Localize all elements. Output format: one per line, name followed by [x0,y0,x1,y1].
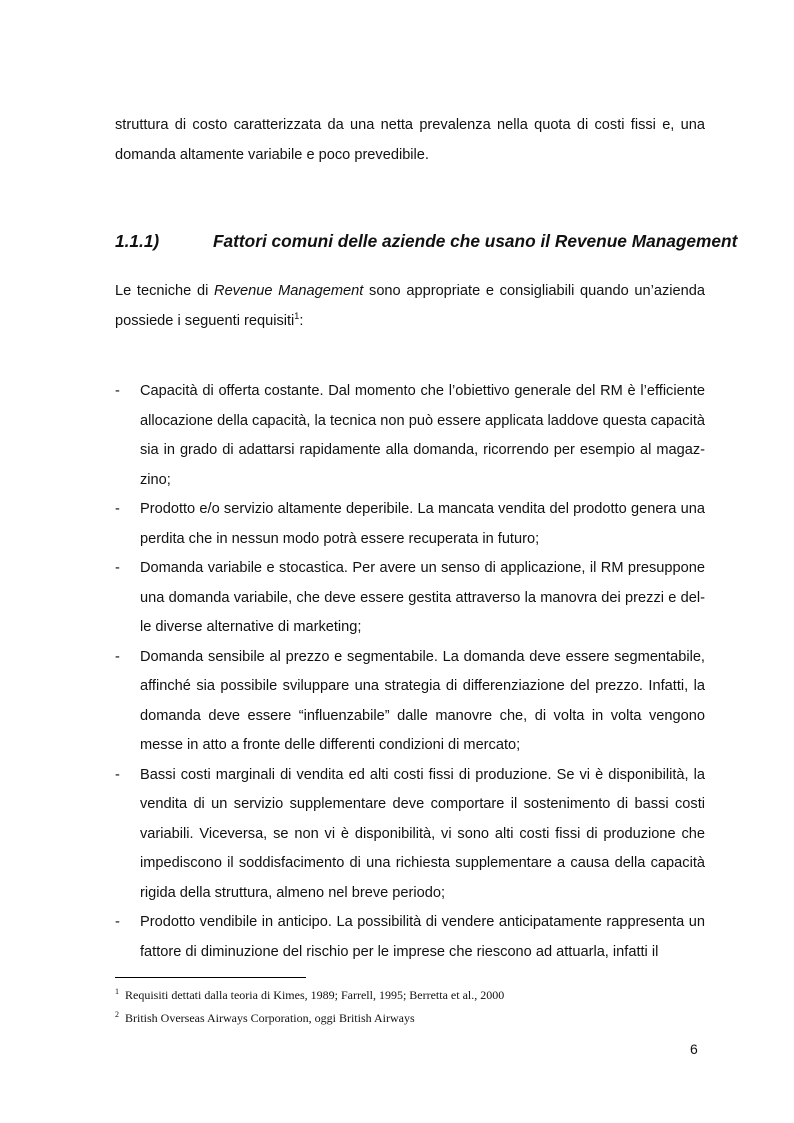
list-item-text: Prodotto e/o servizio altamente deperibile. La mancata vendita del prodotto genera una perdita che in nessun modo potrà essere recuperata in futuro; [140,501,705,547]
footnote-reference: 1 [294,310,300,321]
list-dash: - [115,560,120,576]
lead-text-start: Le tecniche di [115,283,215,299]
list-item [115,554,705,643]
footnote-text: British Overseas Airways Corporation, oggi British Airways [125,1011,415,1025]
list-item-text: Bassi costi marginali di vendita ed alti costi fissi di produzione. Se vi è disponibilità, la vendita di un servizio supplementare deve comportare il sostenimento di bassi costi variabili. Viceversa, se non vi è disponibilità, vi sono alti costi fissi di produzione che impediscono il soddisfacimento di una richiesta supplementare a causa della capacità rigida della struttura, almeno nel breve periodo; [140,766,705,901]
intro-paragraph: struttura di costo caratterizzata da una netta prevalenza nella quota di costi fissi e, una domanda altamente variabile e poco prevedibile. [115,117,705,163]
footnote-mark: 2 [115,1010,119,1019]
footnote-text: Requisiti dettati dalla teoria di Kimes, 1989; Farrell, 1995; Berretta et al., 2000 [125,988,505,1002]
lead-italic-term: Revenue Management [214,283,364,299]
list-item-text: Prodotto vendibile in anticipo. La possibilità di vendere anticipatamente rappresenta un fattore di diminuzione del rischio per le imprese che riescono ad attuarla, infatti il [140,914,705,960]
list-dash: - [115,648,120,665]
list-item [115,643,705,761]
list-item [115,495,705,554]
footnote-separator [115,977,306,978]
requirements-list [115,377,705,967]
list-item [115,377,705,495]
list-dash: - [115,914,120,930]
list-dash: - [115,766,120,783]
lead-paragraph [115,277,705,336]
page-number: 6 [690,1041,698,1057]
lead-colon: : [299,312,304,329]
list-dash: - [115,383,120,399]
list-dash: - [115,501,120,517]
section-number: 1.1.1) [115,231,160,251]
lead-text-end: sono appropriate e consigliabili quando un’azienda possiede i seguenti requisiti [115,283,705,329]
list-item [115,761,705,909]
list-item-text: Domanda variabile e stocastica. Per avere un senso di applicazione, il RM presuppone una domanda variabile, che deve essere gestita attraverso la manovra dei prezzi e delle diverse alternative di marketing; [140,560,705,635]
section-title: Fattori comuni delle aziende che usano il Revenue Management [213,231,738,251]
footnote-1 [115,987,504,1003]
list-item [115,908,705,967]
section-heading [115,231,738,252]
footnote-mark: 1 [115,987,119,996]
list-item-text: Capacità di offerta costante. Dal momento che l’obiettivo generale del RM è l’efficiente allocazione della capacità, la tecnica non può essere applicata laddove questa capacità sia in grado di adattarsi rapidamente alla domanda, ricorrendo per esempio al magazzino; [140,383,705,488]
footnote-2 [115,1010,415,1026]
list-item-text: Domanda sensibile al prezzo e segmentabile. La domanda deve essere segmentabile, affinché sia possibile sviluppare una strategia di differenziazione del prezzo. Infatti, la domanda deve essere “influenzabile” dalle manovre che, di volta in volta vengono messe in atto a fronte delle differenti condizioni di mercato; [140,648,705,753]
